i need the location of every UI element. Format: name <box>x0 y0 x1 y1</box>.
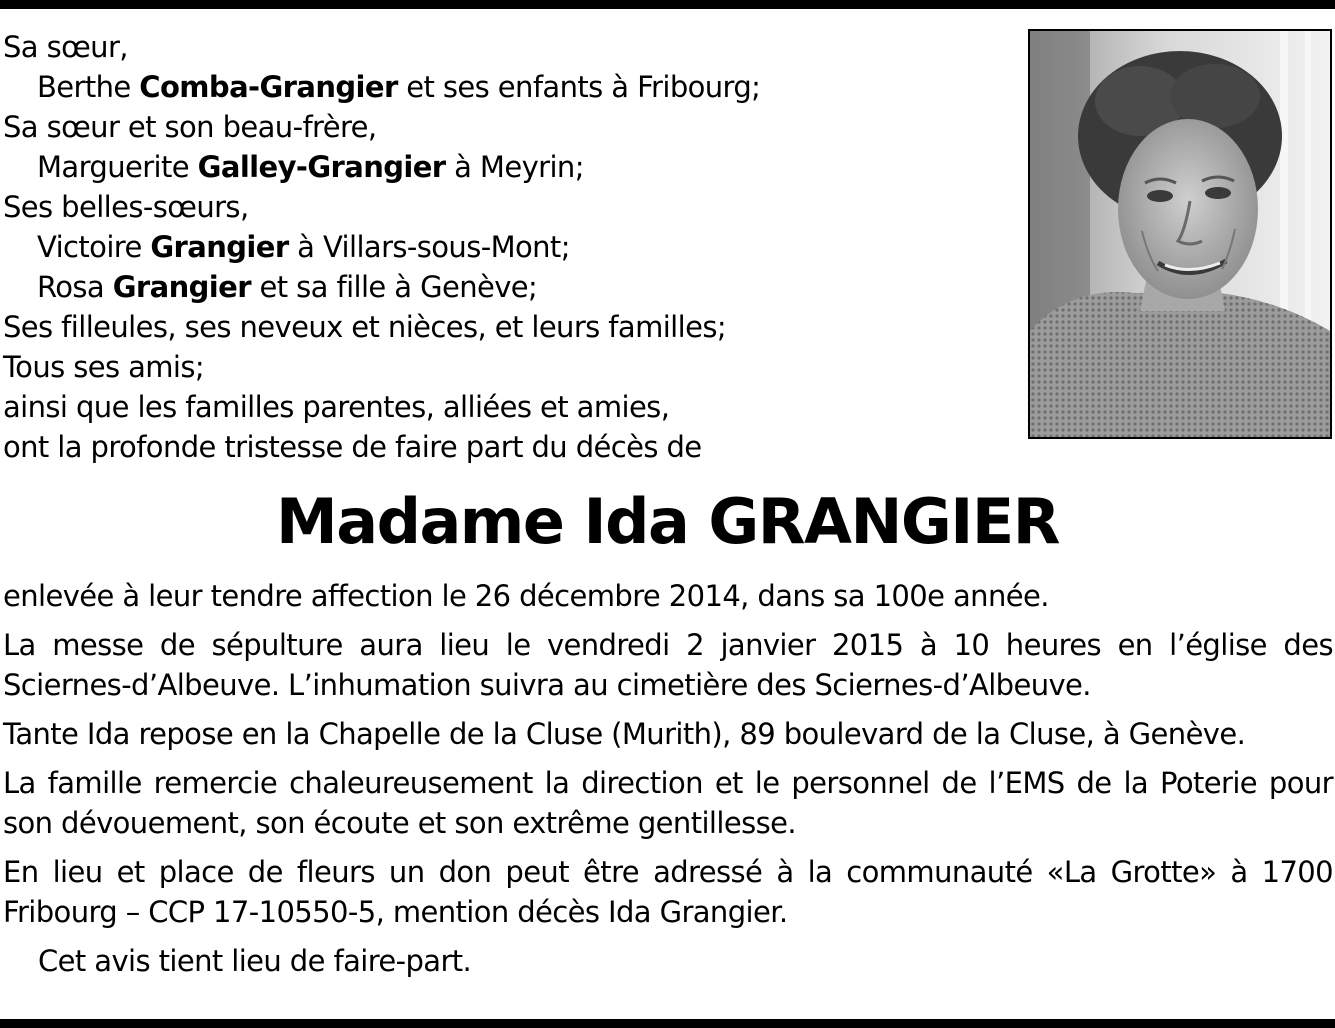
mourner-line: Marguerite Galley-Grangier à Meyrin; <box>37 150 584 184</box>
announcement-line: ont la profonde tristesse de faire part du décès de <box>3 430 702 464</box>
mourner-line: Sa sœur, <box>3 30 128 64</box>
mourners-list <box>3 27 1003 467</box>
mourner-line: Tous ses amis; <box>3 350 205 384</box>
funeral-mass-paragraph: La messe de sépulture aura lieu le vendredi 2 janvier 2015 à 10 heures en l’église des Sciernes-d’Albeuve. L’inhumation suivra au cimetière des Sciernes-d’Albeuve. <box>3 628 1333 702</box>
top-rule <box>0 0 1335 9</box>
portrait-image <box>1030 31 1330 437</box>
deceased-name: Madame Ida GRANGIER <box>276 485 1059 558</box>
mourner-line: Berthe Comba-Grangier et ses enfants à Fribourg; <box>37 70 761 104</box>
mourner-line: Ses filleules, ses neveux et nièces, et leurs familles; <box>3 310 727 344</box>
mourner-line: ainsi que les familles parentes, alliées et amies, <box>3 390 670 424</box>
bottom-rule <box>0 1019 1335 1028</box>
closing-note: Cet avis tient lieu de faire-part. <box>38 944 472 978</box>
thanks-paragraph: La famille remercie chaleureusement la direction et le personnel de l’EMS de la Poterie pour son dévouement, son écoute et son extrême gentillesse. <box>3 766 1333 840</box>
family-name: Grangier <box>150 230 289 264</box>
portrait-photo <box>1028 29 1332 439</box>
mourner-line: Victoire Grangier à Villars-sous-Mont; <box>37 230 570 264</box>
mourner-line: Ses belles-sœurs, <box>3 190 249 224</box>
donation-paragraph: En lieu et place de fleurs un don peut être adressé à la communauté «La Grotte» à 1700 Fribourg – CCP 17-10550-5, mention décès Ida Grangier. <box>3 855 1333 929</box>
family-name: Comba-Grangier <box>139 70 398 104</box>
family-name: Galley-Grangier <box>197 150 446 184</box>
announcement-body <box>3 576 1333 990</box>
death-date-paragraph: enlevée à leur tendre affection le 26 décembre 2014, dans sa 100e année. <box>3 579 1049 613</box>
family-name: Grangier <box>112 270 251 304</box>
resting-place-paragraph: Tante Ida repose en la Chapelle de la Cluse (Murith), 89 boulevard de la Cluse, à Genève. <box>3 717 1246 751</box>
mourner-line: Rosa Grangier et sa fille à Genève; <box>37 270 538 304</box>
mourner-line: Sa sœur et son beau-frère, <box>3 110 377 144</box>
